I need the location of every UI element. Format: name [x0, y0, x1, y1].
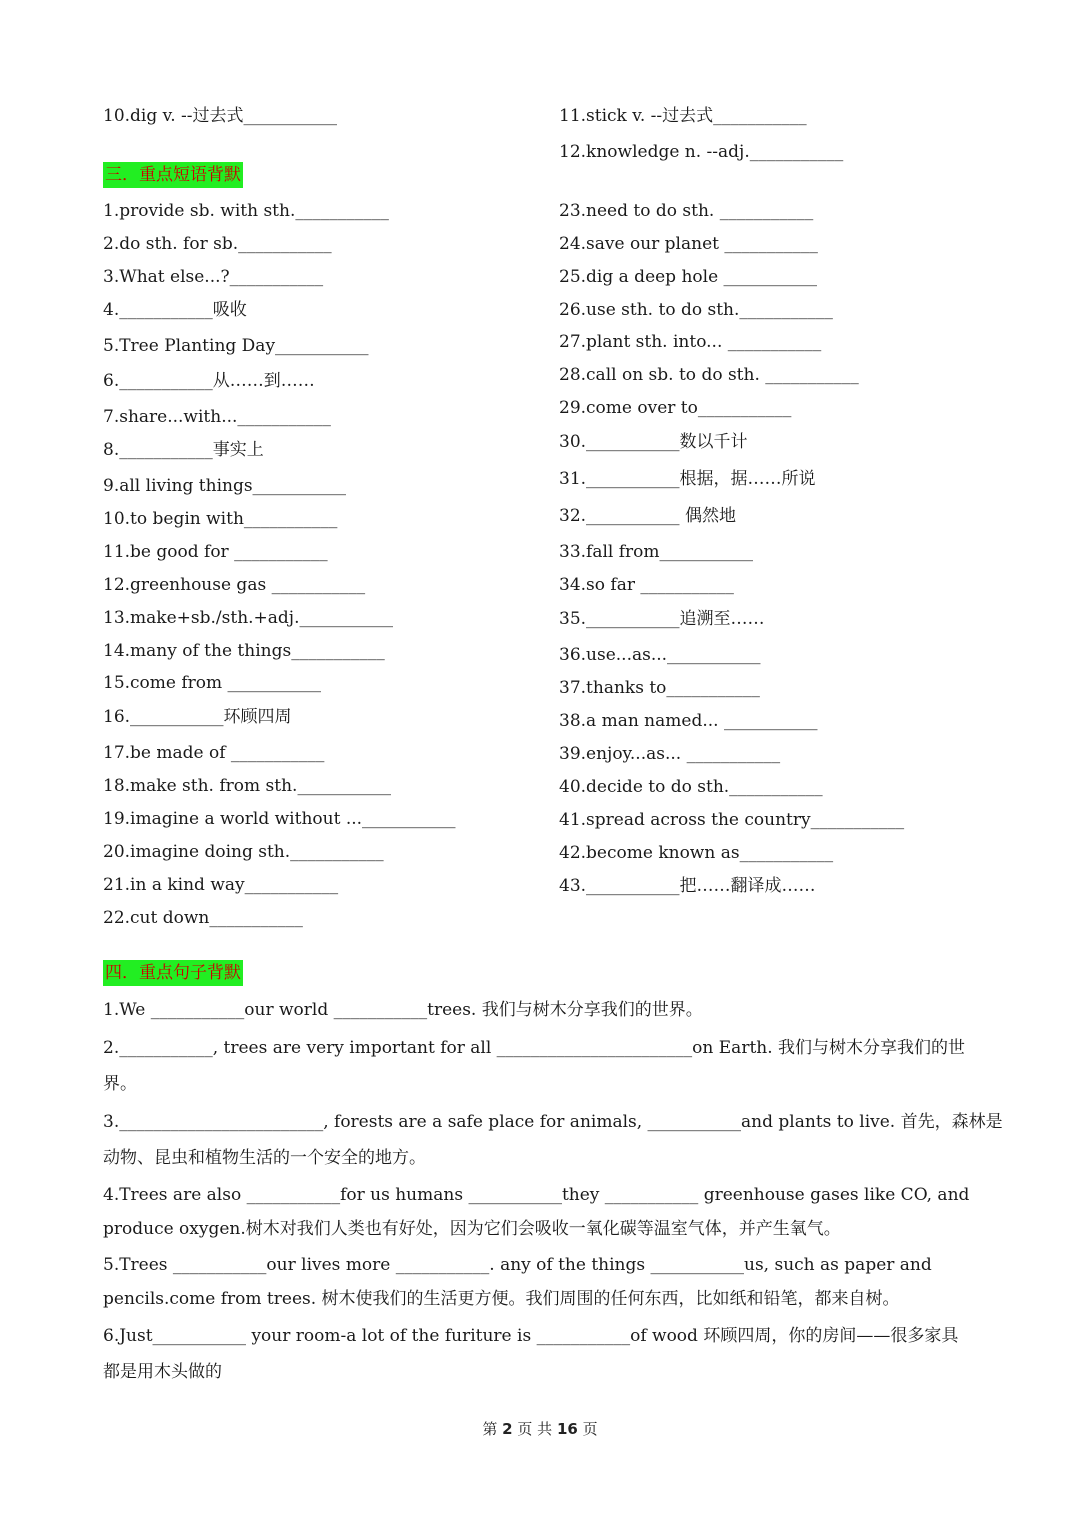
phrase-item: 40.decide to do sth.___________ — [559, 777, 823, 797]
sentence-line: 3.________________________, forests are a safe place for animals, ___________and plants to live. 首先，森林是 — [103, 1112, 1003, 1132]
sentence-line: pencils.come from trees. 树木使我们的生活更方便。我们周围的任何东西，比如纸和铅笔，都来自树。 — [103, 1289, 900, 1309]
phrase-item: 20.imagine doing sth.___________ — [103, 842, 384, 862]
phrase-item: 31.___________根据，据……所说 — [559, 469, 816, 489]
phrase-item: 4.___________吸收 — [103, 300, 247, 320]
phrase-item: 35.___________追溯至…… — [559, 609, 765, 629]
phrase-item: 23.need to do sth. ___________ — [559, 201, 814, 221]
sentence-line: 5.Trees ___________our lives more ___________. any of the things ___________us, such as paper and — [103, 1255, 932, 1275]
phrase-item: 21.in a kind way___________ — [103, 875, 339, 895]
phrase-item: 42.become known as___________ — [559, 843, 834, 863]
sentence-line: 动物、昆虫和植物生活的一个安全的地方。 — [103, 1148, 426, 1168]
phrase-item: 32.___________ 偶然地 — [559, 506, 736, 526]
phrase-item: 9.all living things___________ — [103, 476, 347, 496]
phrase-item: 33.fall from___________ — [559, 542, 754, 562]
section3-heading: 三．重点短语背默 — [103, 162, 243, 188]
phrase-item: 8.___________事实上 — [103, 440, 264, 460]
footer-prefix: 第 — [482, 1420, 498, 1438]
sentence-line: produce oxygen.树木对我们人类也有好处，因为它们会吸收一氧化碳等温室气体，并产生氧气。 — [103, 1219, 841, 1239]
sentence-line: 界。 — [103, 1074, 137, 1094]
phrase-item: 34.so far ___________ — [559, 575, 734, 595]
phrase-item: 27.plant sth. into... ___________ — [559, 332, 822, 352]
sentence-line: 都是用木头做的 — [103, 1362, 222, 1382]
phrase-item: 38.a man named... ___________ — [559, 711, 818, 731]
sentence-line: 1.We ___________our world ___________trees. 我们与树木分享我们的世界。 — [103, 1000, 703, 1020]
phrase-item: 12.greenhouse gas ___________ — [103, 575, 366, 595]
vocab-item-11: 11.stick v. --过去式___________ — [559, 106, 807, 126]
phrase-item: 17.be made of ___________ — [103, 743, 325, 763]
phrase-item: 30.___________数以千计 — [559, 432, 748, 452]
vocab-item-10: 10.dig v. --过去式___________ — [103, 106, 338, 126]
phrase-item: 15.come from ___________ — [103, 673, 322, 693]
phrase-item: 6.___________从……到…… — [103, 371, 315, 391]
phrase-item: 14.many of the things___________ — [103, 641, 385, 661]
phrase-item: 5.Tree Planting Day___________ — [103, 336, 369, 356]
phrase-item: 37.thanks to___________ — [559, 678, 760, 698]
page-footer — [0, 1418, 1080, 1439]
phrase-item: 24.save our planet ___________ — [559, 234, 818, 254]
phrase-item: 10.to begin with___________ — [103, 509, 338, 529]
phrase-item: 22.cut down___________ — [103, 908, 303, 928]
section4-heading: 四．重点句子背默 — [103, 960, 243, 986]
sentence-line: 4.Trees are also ___________for us humans ___________they ___________ greenhouse gases like CO, and — [103, 1185, 970, 1205]
phrase-item: 25.dig a deep hole ___________ — [559, 267, 818, 287]
phrase-item: 7.share...with...___________ — [103, 407, 331, 427]
phrase-item: 19.imagine a world without ...___________ — [103, 809, 456, 829]
phrase-item: 2.do sth. for sb.___________ — [103, 234, 332, 254]
footer-total-pages: 16 — [556, 1420, 578, 1438]
footer-suffix: 页 — [582, 1420, 598, 1438]
phrase-item: 13.make+sb./sth.+adj.___________ — [103, 608, 393, 628]
phrase-item: 28.call on sb. to do sth. ___________ — [559, 365, 859, 385]
footer-page-number: 2 — [502, 1420, 513, 1438]
phrase-item: 29.come over to___________ — [559, 398, 792, 418]
phrase-item: 11.be good for ___________ — [103, 542, 328, 562]
phrase-item: 41.spread across the country___________ — [559, 810, 905, 830]
phrase-item: 3.What else...?___________ — [103, 267, 324, 287]
phrase-item: 18.make sth. from sth.___________ — [103, 776, 391, 796]
sentence-line: 2.___________, trees are very important for all _______________________on Earth. 我们与树木分享我们的世 — [103, 1038, 966, 1058]
phrase-item: 36.use...as...___________ — [559, 645, 761, 665]
phrase-item: 43.___________把……翻译成…… — [559, 876, 816, 896]
phrase-item: 16.___________环顾四周 — [103, 707, 292, 727]
phrase-item: 39.enjoy...as... ___________ — [559, 744, 781, 764]
phrase-item: 1.provide sb. with sth.___________ — [103, 201, 389, 221]
footer-mid: 页 共 — [517, 1420, 553, 1438]
sentence-line: 6.Just___________ your room-a lot of the furiture is ___________of wood 环顾四周，你的房间——很多家具 — [103, 1326, 959, 1346]
phrase-item: 26.use sth. to do sth.___________ — [559, 300, 833, 320]
vocab-item-12: 12.knowledge n. --adj.___________ — [559, 142, 844, 162]
